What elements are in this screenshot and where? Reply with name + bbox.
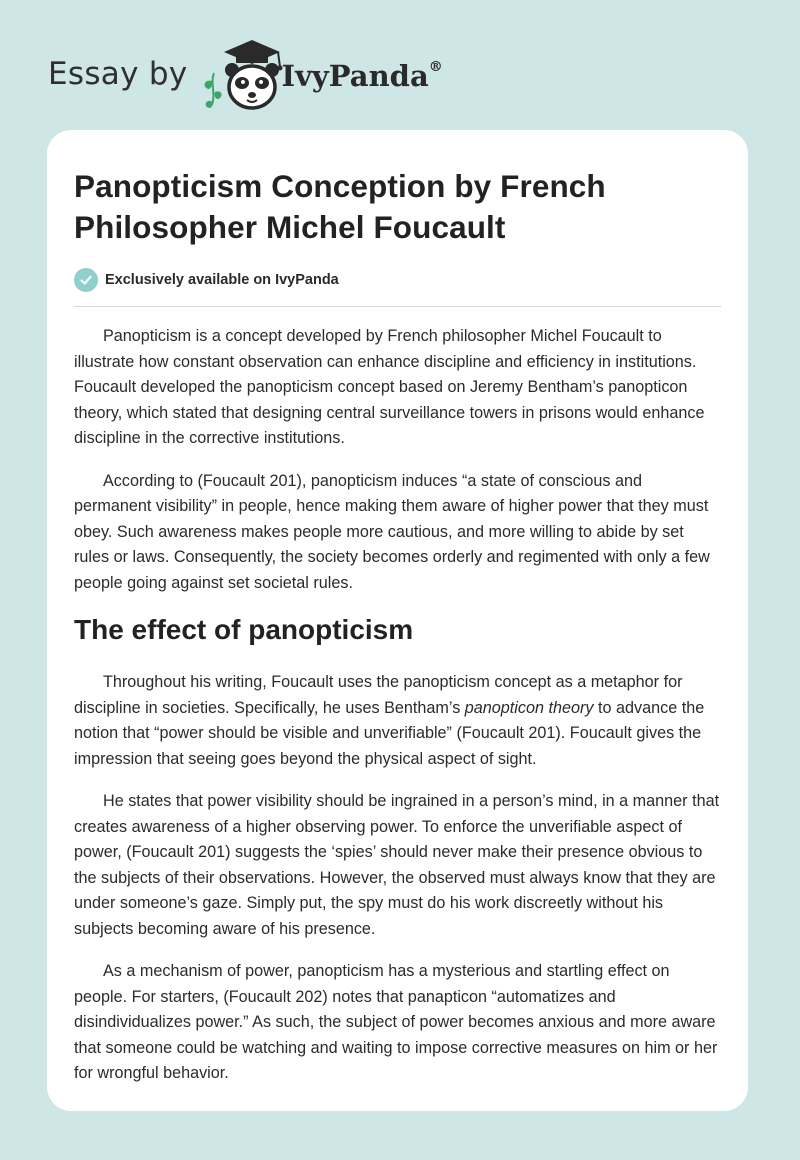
- essay-card: [47, 130, 748, 1111]
- paragraph: As a mechanism of power, panopticism has a mysterious and startling effect on people. For starters, (Foucault 202) notes that panapticon “automatizes and disindividualizes power.” As such, the subject of power becomes anxious and more aware that someone could be watching and waiting to impose corrective measures on him or her for wrongful behavior.: [74, 962, 718, 1082]
- essay-by-label: Essay by: [48, 56, 188, 92]
- essay-title: Panopticism Conception by French Philosopher Michel Foucault: [74, 168, 606, 245]
- ivypanda-logo-icon[interactable]: [200, 37, 290, 111]
- essay-body: [74, 324, 721, 1087]
- exclusive-badge: [74, 268, 721, 292]
- paragraph: Throughout his writing, Foucault uses the panopticism concept as a metaphor for discipline in societies. Specifically, he uses Bentham’s panopticon theory to advance the notion that “power should be visible and unverifiable” (Foucault 201). Foucault gives the impression that seeing goes beyond the physical aspect of sight.: [74, 673, 705, 768]
- paragraph: He states that power visibility should be ingrained in a person’s mind, in a manner that creates awareness of a higher observing power. To enforce the unverifiable aspect of power, (Foucault 201) suggests the ‘spies’ should never make their presence obvious to the subjects of their observations. However, the observed must always know that they are under someone’s gaze. Simply put, the spy must do his work discreetly without his subjects becoming aware of his presence.: [74, 792, 720, 938]
- paragraph: According to (Foucault 201), panopticism induces “a state of conscious and permanent visibility” in people, hence making them aware of higher power that they must obey. Such awareness makes people more cautious, and more willing to abide by set rules or laws. Consequently, the society becomes orderly and regimented with only a few people going against set societal rules.: [74, 471, 710, 592]
- emphasized-term: panopticon theory: [464, 698, 594, 717]
- divider: [74, 306, 721, 307]
- brand-name: IvyPanda®: [281, 59, 443, 93]
- exclusive-badge-label: Exclusively available on IvyPanda: [105, 272, 339, 288]
- section-heading: The effect of panopticism: [74, 614, 414, 645]
- checkmark-icon: [74, 268, 98, 292]
- paragraph: Panopticism is a concept developed by French philosopher Michel Foucault to illustrate how constant observation can enhance discipline and efficiency in institutions. Foucault developed the panopticism concept based on Jeremy Bentham’s panopticon theory, which stated that designing central surveillance towers in prisons would enhance discipline in the corrective institutions.: [74, 327, 705, 447]
- site-header: [48, 34, 443, 114]
